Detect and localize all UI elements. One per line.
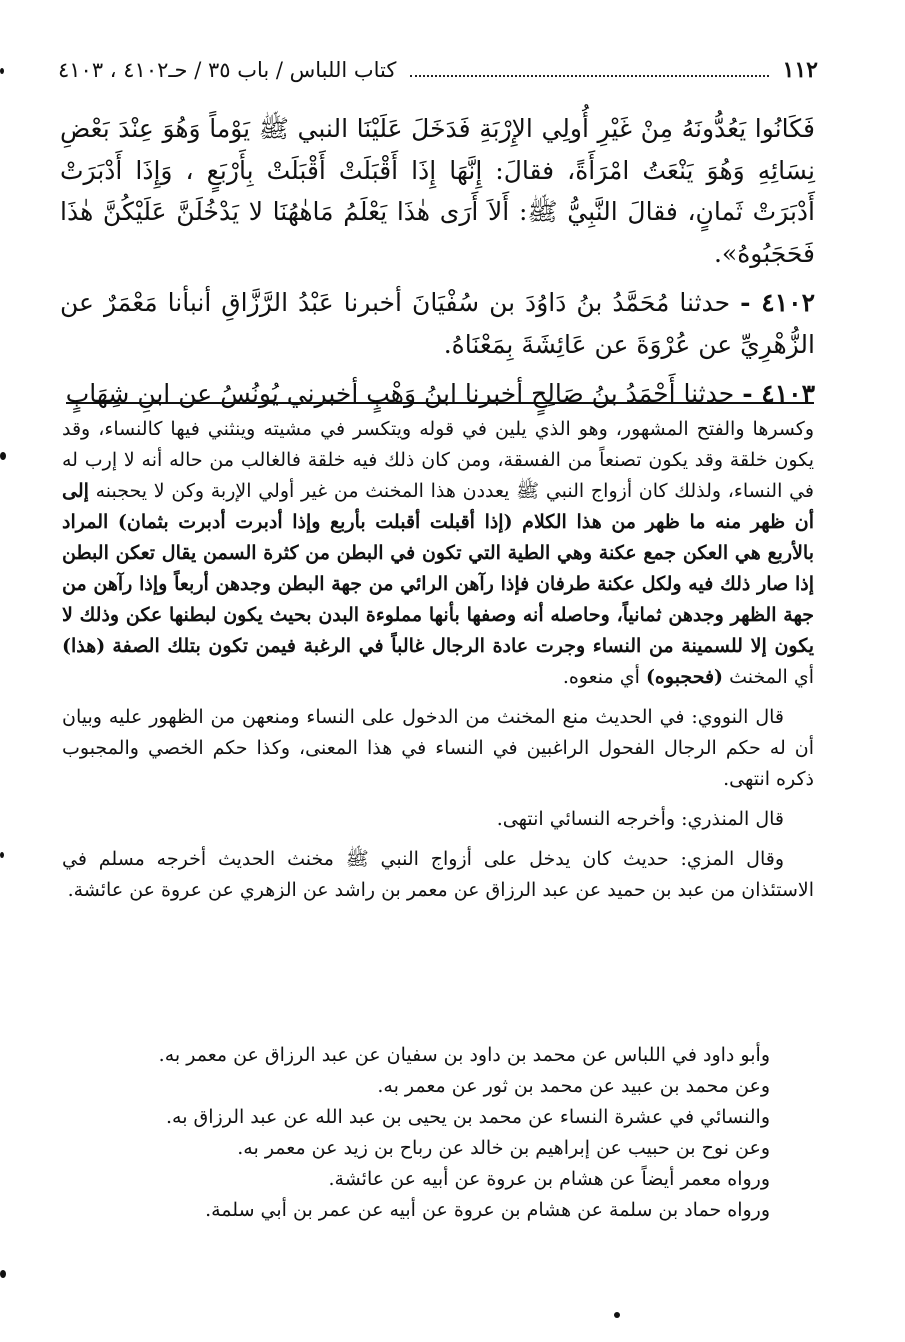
header-dot-leader xyxy=(410,75,768,77)
commentary xyxy=(62,414,814,915)
commentary-text: أي المخنث xyxy=(729,665,814,688)
hadith-4103 xyxy=(60,373,815,415)
commentary-quote: (هذا) xyxy=(62,634,106,657)
commentary-text: وكسرها والفتح المشهور، وهو الذي يلين في قوله ويتكسر في مشيته وينثني فيها كالنساء، وقد يكون خلقة وقد يكون تصنعاً من الفسقة، ومن كان ذلك فيه خلقة فالغالب من حاله أنه لا إرب له في النساء، ولذلك كان أزواج النبي ﷺ يعددن هذا المخنث من غير أولي الإربة وكن لا يحجبنه xyxy=(62,418,814,502)
commentary-quote: (فحجبوه) xyxy=(645,665,724,688)
chain-line: ورواه معمر أيضاً عن هشام بن عروة عن أبيه عن عائشة. xyxy=(328,1167,770,1190)
narration-chains xyxy=(110,1040,770,1226)
running-title: كتاب اللباس / باب ٣٥ / حـ٤١٠٢ ، ٤١٠٣ xyxy=(58,58,397,82)
commentary-paragraph-mizzi: وقال المزي: حديث كان يدخل على أزواج النبي ﷺ مخنث الحديث أخرجه مسلم في الاستئذان من عبد بن حميد عن عبد الرزاق عن معمر بن راشد عن الزهري عن عروة عن عائشة. xyxy=(62,847,814,901)
chain-line: وعن محمد بن عبيد عن محمد بن ثور عن معمر به. xyxy=(377,1074,770,1097)
commentary-bold-text: إلى أن ظهر منه ما ظهر من هذا الكلام (إذا أقبلت أقبلت بأربع وإذا أدبرت أدبرت بثمان) المراد بالأربع هي العكن جمع عكنة وهي الطية التي تكون في البطن من كثرة السمن يقال تعكن البطن إذا صار ذلك فيه ولكل عكنة طرفان فإذا رآهن الرائي من جهة البطن وجدهن أربعاً وإذا رآهن من جهة الظهر وجدهن ثمانياً، وحاصله أنه وصفها بأنها مملوءة البدن بحيث يكون لبطنها عكن وذلك لا يكون إلا للسمينة من النساء وجرت عادة الرجال غالباً في الرغبة فيمن تكون بتلك الصفة xyxy=(62,479,814,657)
scan-mark xyxy=(0,452,6,460)
chain-line: وأبو داود في اللباس عن محمد بن داود بن سفيان عن عبد الرزاق عن معمر به. xyxy=(158,1044,770,1066)
hadith-number: ٤١٠٣ - xyxy=(742,379,815,408)
commentary-paragraph-explanation xyxy=(62,414,814,693)
hadith-body: حدثنا مُحَمَّدُ بنُ دَاوُدَ بن سُفْيَانَ أخبرنا عَبْدُ الرَّزَّاقِ أنبأنا مَعْمَرٌ عن الزُّهْرِيِّ عن عُرْوَةَ عن عَائِشَةَ بِمَعْنَاهُ. xyxy=(60,288,815,359)
commentary-paragraph-mundhiri: قال المنذري: وأخرجه النسائي انتهى. xyxy=(496,807,784,830)
scan-mark xyxy=(614,1312,620,1318)
chain-line: والنسائي في عشرة النساء عن محمد بن يحيى بن عبد الله عن عبد الرزاق به. xyxy=(165,1105,770,1128)
hadith-4102 xyxy=(60,282,815,365)
commentary-paragraph-nawawi: قال النووي: في الحديث منع المخنث من الدخول على النساء ومنعهن من الظهور عليه وبيان أن له حكم الرجال الفحول الراغبين في النساء في هذا المعنى، وكذا حكم الخصي والمجبوب ذكره انتهى. xyxy=(62,705,814,790)
page-header xyxy=(58,52,818,88)
chain-line: وعن نوح بن حبيب عن إبراهيم بن خالد عن رباح بن زيد عن معمر به. xyxy=(237,1136,770,1159)
scan-mark xyxy=(0,1270,6,1278)
chain-line: ورواه حماد بن سلمة عن هشام بن عروة عن أبيه عن عمر بن أبي سلمة. xyxy=(205,1198,770,1221)
hadith-body: حدثنا أَحْمَدُ بنُ صَالِحٍ أخبرنا ابنُ وَهْبٍ أخبرني يُونُسُ عن ابنِ شِهَابٍ xyxy=(65,379,735,408)
hadith-text xyxy=(60,108,815,423)
commentary-text: أي منعوه. xyxy=(562,665,640,688)
page-number: ١١٢ xyxy=(782,57,818,83)
hadith-paragraph-continuation: فَكَانُوا يَعُدُّونَهُ مِنْ غَيْرِ أُولِي الإِرْبَةِ فَدَخَلَ عَلَيْنَا النبي ﷺ يَوْماً وَهُوَ عِنْدَ بَعْضِ نِسَائِهِ وَهُوَ يَنْعَتُ امْرَأَةً، فقالَ: إِنَّهَا إِذَا أَقْبَلَتْ أَقْبَلَتْ بِأَرْبَعٍ ، وَإِذَا أَدْبَرَتْ أَدْبَرَتْ ثَمانٍ، فقالَ النَّبِيُّ ﷺ: أَلاَ أَرَى هٰذَا يَعْلَمُ مَاهٰهُنَا لا يَدْخُلَنَّ عَلَيْكُنَّ هٰذَا فَحَجَبُوهُ». xyxy=(60,114,815,268)
hadith-number: ٤١٠٢ - xyxy=(740,288,815,317)
footnote-divider xyxy=(66,402,814,404)
scan-mark xyxy=(0,68,4,74)
scan-mark xyxy=(0,852,4,858)
